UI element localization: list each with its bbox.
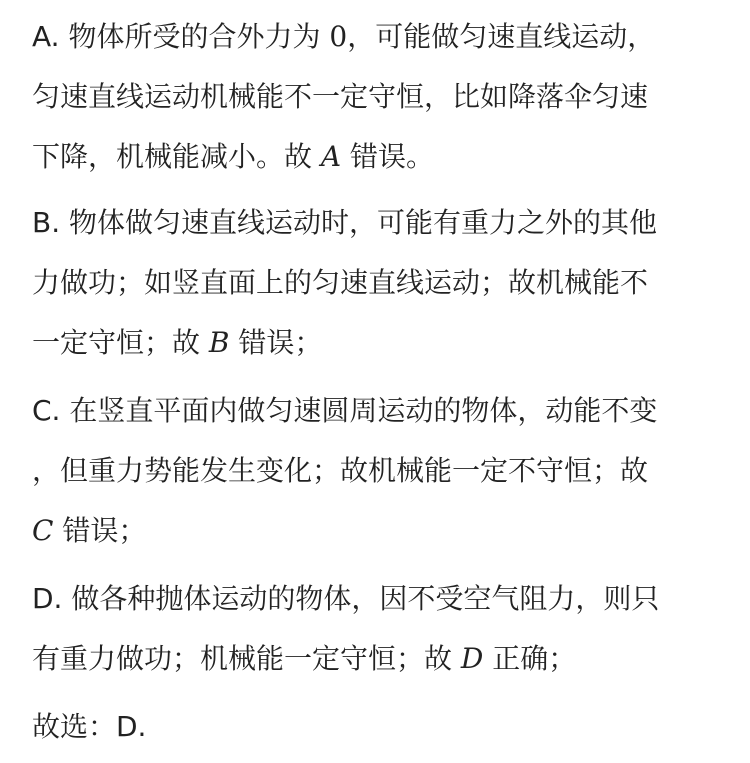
math-d: D — [460, 642, 484, 675]
math-b: B — [208, 326, 230, 359]
option-c-line-2 — [32, 451, 648, 491]
text-segment: C. 在竖直平面内做匀速圆周运动的物体，动能不变 — [32, 394, 658, 427]
text-segment: 正确； — [483, 642, 577, 675]
option-b-line-3 — [32, 323, 322, 363]
option-b-line-1 — [32, 203, 657, 243]
text-segment: 有重力做功；机械能一定守恒；故 — [32, 642, 461, 675]
math-zero: 0 — [329, 20, 348, 53]
text-segment: ，可能做匀速直线运动， — [347, 20, 656, 53]
option-a-line-1 — [32, 17, 655, 57]
math-c: C — [32, 514, 54, 547]
text-segment: 一定守恒；故 — [32, 326, 209, 359]
text-segment: ，但重力势能发生变化；故机械能一定不守恒；故 — [32, 454, 649, 487]
option-b-line-2 — [32, 263, 648, 303]
option-d-line-1 — [32, 579, 659, 619]
math-a: A — [320, 140, 342, 173]
text-segment: 故选：D. — [32, 710, 147, 743]
option-d-line-2 — [32, 639, 576, 679]
text-segment: 错误； — [229, 326, 323, 359]
option-a-line-2 — [32, 77, 648, 117]
text-segment: 错误。 — [341, 140, 435, 173]
text-segment: 下降，机械能减小。故 — [32, 140, 321, 173]
text-segment: 错误； — [53, 514, 147, 547]
option-c-line-1 — [32, 391, 657, 431]
text-segment: 力做功；如竖直面上的匀速直线运动；故机械能不 — [32, 266, 649, 299]
text-segment: A. 物体所受的合外力为 — [32, 20, 330, 53]
option-c-line-3 — [32, 511, 146, 551]
text-segment: D. 做各种抛体运动的物体，因不受空气阻力，则只 — [32, 582, 660, 615]
final-answer-line — [32, 707, 146, 747]
option-a-line-3 — [32, 137, 434, 177]
text-segment: 匀速直线运动机械能不一定守恒，比如降落伞匀速 — [32, 80, 649, 113]
text-segment: B. 物体做匀速直线运动时，可能有重力之外的其他 — [32, 206, 658, 239]
